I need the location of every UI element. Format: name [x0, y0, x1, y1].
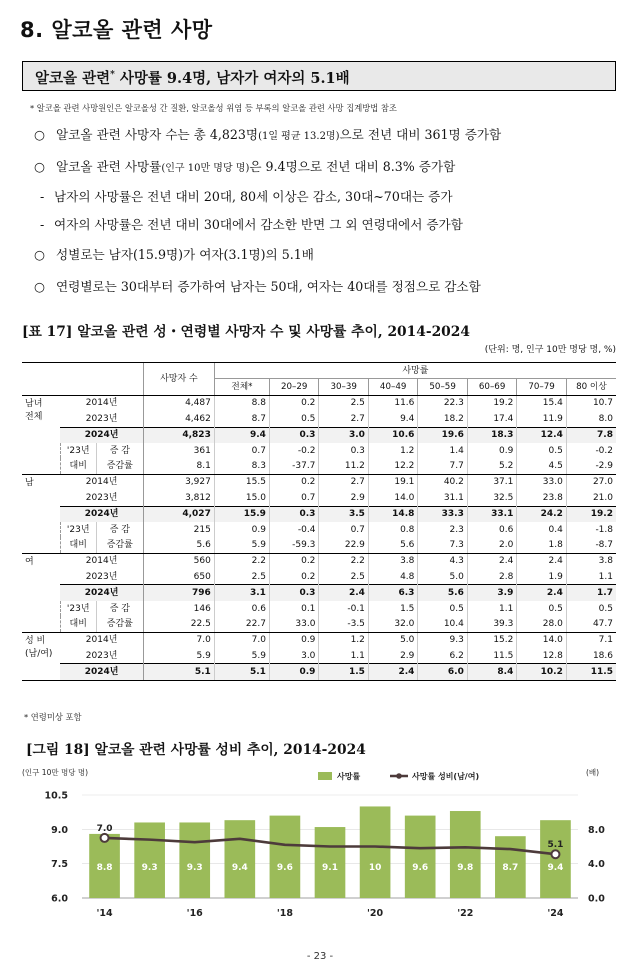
table-rate-cell: 0.8 — [368, 522, 417, 537]
table-footnote: * 연령미상 포함 — [24, 712, 82, 722]
bullet-text: 연령별로는 30대부터 증가하여 남자는 50대, 여자는 40대를 정점으로 감소함 — [56, 279, 481, 294]
x-tick-label: '16 — [186, 908, 203, 919]
table-deaths-cell: 3,812 — [143, 490, 214, 506]
table-row-sublabel: 대비 — [60, 616, 96, 632]
table-rate-cell: 8.3 — [214, 458, 269, 474]
table-rate-cell: 10.6 — [368, 427, 417, 443]
table-rate-cell: 5.0 — [418, 569, 467, 585]
bullet-marker: - — [40, 217, 45, 232]
table-rate-cell: 10.4 — [418, 616, 467, 632]
table-row-label: 2014년 — [85, 398, 118, 409]
table-rate-cell: 17.4 — [467, 411, 516, 427]
bar — [450, 811, 481, 898]
table-deaths-cell: 5.6 — [143, 537, 214, 553]
table-rate-cell: 5.2 — [467, 458, 516, 474]
legend-label: 사망률 — [337, 772, 361, 781]
table-rate-cell: 3.0 — [319, 427, 368, 443]
table-col-head: 80 이상 — [566, 379, 616, 395]
bullet-marker: ○ — [34, 159, 45, 174]
table-rate-cell: 5.1 — [214, 664, 269, 680]
table-rate-cell: 1.1 — [467, 601, 516, 616]
table-rate-cell: 1.1 — [319, 648, 368, 664]
bar-value-label: 9.4 — [231, 863, 248, 873]
headline-note: * 알코올 관련 사망원인은 알코올성 간 질환, 알코올성 위염 등 부록의 알코올 관련 사망 집계방법 참조 — [30, 103, 397, 113]
table-rate-cell: 0.9 — [467, 443, 516, 458]
table-rate-cell: 4.5 — [517, 458, 566, 474]
bar — [405, 816, 436, 898]
table-row — [22, 601, 616, 616]
table-rate-cell: 0.2 — [269, 553, 318, 569]
table-rate-cell: 0.3 — [269, 427, 318, 443]
bullet-marker: ○ — [34, 279, 45, 294]
table-rate-cell: 12.4 — [517, 427, 566, 443]
left-tick-label: 7.5 — [51, 859, 68, 871]
table-row-label: 2014년 — [85, 477, 118, 488]
table-rate-cell: 19.1 — [368, 474, 417, 490]
table-row-sublabel: 증감률 — [96, 537, 143, 553]
table-rate-cell: 47.7 — [566, 616, 616, 632]
table-row-sublabel: '23년 — [60, 443, 96, 458]
bullet-item — [34, 156, 455, 175]
table-corner — [22, 363, 143, 396]
table-col-head: 30–39 — [319, 379, 368, 395]
right-axis-unit: (배) — [586, 768, 600, 777]
table-rate-cell: 2.8 — [467, 569, 516, 585]
table-rate-cell: 0.3 — [269, 506, 318, 522]
table-rate-cell: 19.6 — [418, 427, 467, 443]
table-rate-cell: -1.8 — [566, 522, 616, 537]
table-rate-cell: 15.4 — [517, 395, 566, 411]
table-rate-cell: 6.0 — [418, 664, 467, 680]
table-group-label: 여 — [22, 553, 60, 632]
bullet-text-small: (인구 10만 명당 명) — [161, 163, 250, 174]
table-row-label: 2023년 — [85, 413, 118, 424]
table-group-label: 성 비 (남/여) — [22, 632, 60, 680]
table-row-sublabel: 증 감 — [96, 601, 143, 616]
bar-value-label: 9.8 — [457, 863, 474, 873]
table-rate-cell: 0.5 — [269, 411, 318, 427]
table-rate-cell: 1.2 — [368, 443, 417, 458]
table-row-label: 2024년 — [60, 506, 143, 522]
table-col-head: 70–79 — [517, 379, 566, 395]
table-rate-cell: 18.2 — [418, 411, 467, 427]
table-rate-cell: 40.2 — [418, 474, 467, 490]
x-tick-label: '20 — [367, 908, 384, 919]
table-rate-cell: 0.4 — [517, 522, 566, 537]
table-rate-cell: -0.4 — [269, 522, 318, 537]
table-rate-cell: 4.3 — [418, 553, 467, 569]
legend-label: 사망률 성비(남/여) — [412, 772, 480, 781]
bullet-marker: ○ — [34, 247, 45, 262]
table-rate-cell: 2.9 — [319, 490, 368, 506]
table-rate-cell: 3.0 — [269, 648, 318, 664]
bullet-text: 성별로는 남자(15.9명)가 여자(3.1명)의 5.1배 — [56, 247, 314, 262]
table-rate-cell: 0.5 — [517, 601, 566, 616]
table-rate-cell: 22.7 — [214, 616, 269, 632]
figure-title: [그림 18] 알코올 관련 사망률 성비 추이, 2014-2024 — [26, 742, 366, 758]
table-deaths-cell: 361 — [143, 443, 214, 458]
table-deaths-cell: 146 — [143, 601, 214, 616]
table-row-sublabel: '23년 — [60, 522, 96, 537]
bar — [134, 822, 165, 898]
table-rate-cell: 3.1 — [214, 585, 269, 601]
table-row — [22, 632, 616, 648]
table-rate-cell: 2.7 — [319, 411, 368, 427]
bar-value-label: 9.6 — [412, 863, 429, 873]
bullet-text-end: 으로 전년 대비 361명 증가함 — [339, 127, 502, 142]
table-row-sublabel: '23년 — [60, 601, 96, 616]
table-row — [22, 553, 616, 569]
table-rate-cell: 5.6 — [368, 537, 417, 553]
table-rate-cell: 0.2 — [269, 569, 318, 585]
table-rate-cell: 3.9 — [467, 585, 516, 601]
table-rate-cell: 19.2 — [566, 506, 616, 522]
bullet-item — [34, 244, 314, 263]
table-rate-cell: 0.7 — [269, 490, 318, 506]
right-tick-label: 4.0 — [588, 859, 605, 871]
table-group-label: 남녀 전체 — [22, 395, 60, 474]
table-rate-cell: 14.8 — [368, 506, 417, 522]
x-tick-label: '14 — [96, 908, 113, 919]
table-row-label: 2014년 — [85, 556, 118, 567]
table-rate-cell: 24.2 — [517, 506, 566, 522]
bar — [224, 820, 255, 898]
table-rate-cell: 23.8 — [517, 490, 566, 506]
section-title: 8. 알코올 관련 사망 — [20, 18, 213, 42]
table-rate-cell: 5.9 — [214, 537, 269, 553]
table-deaths-cell: 7.0 — [143, 632, 214, 648]
table-rate-cell: 2.4 — [517, 585, 566, 601]
table-row — [22, 506, 616, 522]
table-row-label: 2023년 — [85, 492, 118, 503]
table-rate-cell: 0.7 — [214, 443, 269, 458]
table-rate-cell: 2.7 — [319, 474, 368, 490]
table-rate-cell: 9.4 — [368, 411, 417, 427]
ratio-value-label: 7.0 — [96, 823, 113, 834]
table-rate-cell: 0.5 — [517, 443, 566, 458]
table-col-head: 60–69 — [467, 379, 516, 395]
table-rate-cell: 0.2 — [269, 395, 318, 411]
table-row-sublabel: 대비 — [60, 458, 96, 474]
table-rate-cell: 7.3 — [418, 537, 467, 553]
table-deaths-cell: 4,487 — [143, 395, 214, 411]
data-table — [22, 362, 616, 681]
table-deaths-cell: 8.1 — [143, 458, 214, 474]
table-col-head: 50–59 — [418, 379, 467, 395]
table-row-label: 2024년 — [60, 664, 143, 680]
bullet-text-end: 은 9.4명으로 전년 대비 8.3% 증가함 — [249, 159, 456, 174]
table-rate-cell: 0.1 — [269, 601, 318, 616]
table-rate-cell: 8.4 — [467, 664, 516, 680]
table-rate-cell: -59.3 — [269, 537, 318, 553]
table-rate-cell: 0.9 — [269, 664, 318, 680]
bar-value-label: 8.7 — [502, 863, 519, 873]
table-rate-cell: 2.4 — [517, 553, 566, 569]
table-col-head: 20–29 — [269, 379, 318, 395]
table-rate-cell: 7.0 — [214, 632, 269, 648]
left-axis-unit: (인구 10만 명당 명) — [22, 768, 89, 777]
table-row — [22, 427, 616, 443]
table-row — [22, 395, 616, 411]
table-rate-cell: 5.6 — [418, 585, 467, 601]
table-deaths-cell: 4,027 — [143, 506, 214, 522]
table-rate-cell: 11.2 — [319, 458, 368, 474]
legend-swatch-marker — [396, 773, 402, 779]
table-rate-cell: 8.7 — [214, 411, 269, 427]
table-rate-cell: 8.0 — [566, 411, 616, 427]
table-rate-cell: 2.0 — [467, 537, 516, 553]
table-rate-cell: 2.9 — [368, 648, 417, 664]
table-deaths-cell: 796 — [143, 585, 214, 601]
table-rate-cell: 11.6 — [368, 395, 417, 411]
table-rate-cell: 1.2 — [319, 632, 368, 648]
table-rate-cell: -3.5 — [319, 616, 368, 632]
table-rate-cell: 11.9 — [517, 411, 566, 427]
page-number: - 23 - — [306, 951, 334, 962]
table-rate-cell: 3.8 — [368, 553, 417, 569]
table-rate-cell: 7.8 — [566, 427, 616, 443]
ratio-point — [551, 850, 559, 858]
right-tick-label: 0.0 — [588, 893, 605, 905]
bar-value-label: 9.1 — [322, 863, 338, 873]
table-rate-cell: 6.3 — [368, 585, 417, 601]
table-col-head: 40–49 — [368, 379, 417, 395]
table-rate-cell: -0.2 — [269, 443, 318, 458]
table-rate-cell: 1.9 — [517, 569, 566, 585]
table-rate-cell: 0.9 — [214, 522, 269, 537]
table-rate-cell: 2.4 — [467, 553, 516, 569]
table-rate-cell: 31.1 — [418, 490, 467, 506]
left-tick-label: 6.0 — [51, 893, 68, 905]
bullet-item — [34, 124, 501, 143]
bullet-text: 알코올 관련 사망률 — [56, 159, 162, 174]
table-row-label: 2023년 — [85, 650, 118, 661]
table-rate-cell: 33.0 — [517, 474, 566, 490]
table-rate-cell: 15.2 — [467, 632, 516, 648]
table-row — [22, 522, 616, 537]
table-row — [22, 569, 616, 585]
table-unit: (단위: 명, 인구 10만 명당 명, %) — [484, 345, 616, 355]
table-deaths-cell: 3,927 — [143, 474, 214, 490]
table-rate-cell: 1.4 — [418, 443, 467, 458]
table-row — [22, 537, 616, 553]
table-rate-cell: 9.3 — [418, 632, 467, 648]
table-rate-cell: 12.2 — [368, 458, 417, 474]
table-head-deaths: 사망자 수 — [143, 363, 214, 396]
table-row-label: 2024년 — [60, 585, 143, 601]
table-rate-cell: 1.1 — [566, 569, 616, 585]
table-rate-cell: 18.3 — [467, 427, 516, 443]
table-deaths-cell: 650 — [143, 569, 214, 585]
table-rate-cell: 1.7 — [566, 585, 616, 601]
table-rate-cell: 2.5 — [214, 569, 269, 585]
table-row-sublabel: 대비 — [60, 537, 96, 553]
table-rate-cell: -37.7 — [269, 458, 318, 474]
table-rate-cell: 0.6 — [214, 601, 269, 616]
table-row-sublabel: 증감률 — [96, 616, 143, 632]
bar-value-label: 9.6 — [276, 863, 293, 873]
table-rate-cell: 7.7 — [418, 458, 467, 474]
table-rate-cell: 1.5 — [319, 664, 368, 680]
table-deaths-cell: 4,462 — [143, 411, 214, 427]
table-rate-cell: 2.2 — [319, 553, 368, 569]
table-row-label: 2023년 — [85, 571, 118, 582]
table-rate-cell: 15.9 — [214, 506, 269, 522]
table-rate-cell: 32.5 — [467, 490, 516, 506]
table-rate-cell: 0.2 — [269, 474, 318, 490]
table-rate-cell: 0.5 — [418, 601, 467, 616]
table-row — [22, 648, 616, 664]
bullet-text: 알코올 관련 사망자 수는 총 4,823명 — [56, 127, 259, 142]
legend-swatch-bar — [318, 772, 332, 780]
table-rate-cell: 33.3 — [418, 506, 467, 522]
table-deaths-cell: 5.1 — [143, 664, 214, 680]
table-row — [22, 458, 616, 474]
left-tick-label: 10.5 — [44, 790, 68, 802]
ratio-point — [101, 834, 109, 842]
table-rate-cell: 9.4 — [214, 427, 269, 443]
table-rate-cell: 19.2 — [467, 395, 516, 411]
bar-value-label: 10 — [368, 863, 382, 873]
table-rate-cell: 2.4 — [368, 664, 417, 680]
table-rate-cell: 3.8 — [566, 553, 616, 569]
table-rate-cell: 0.6 — [467, 522, 516, 537]
table-row — [22, 443, 616, 458]
table-rate-cell: 2.5 — [319, 395, 368, 411]
table-rate-cell: 0.9 — [269, 632, 318, 648]
table-rate-cell: 4.8 — [368, 569, 417, 585]
table-row-sublabel: 증 감 — [96, 443, 143, 458]
sex-ratio-chart — [20, 765, 620, 930]
table-row — [22, 664, 616, 680]
headline: 알코올 관련* 사망률 9.4명, 남자가 여자의 5.1배 — [35, 70, 350, 87]
table-rate-cell: -8.7 — [566, 537, 616, 553]
left-tick-label: 9.0 — [51, 824, 68, 836]
table-deaths-cell: 215 — [143, 522, 214, 537]
table-deaths-cell: 4,823 — [143, 427, 214, 443]
table-rate-cell: 10.7 — [566, 395, 616, 411]
table-rate-cell: 8.8 — [214, 395, 269, 411]
table-group-label: 남 — [22, 474, 60, 553]
table-rate-cell: 0.7 — [319, 522, 368, 537]
bar — [360, 806, 391, 898]
table-rate-cell: 39.3 — [467, 616, 516, 632]
x-tick-label: '18 — [276, 908, 293, 919]
table-rate-cell: 0.3 — [269, 585, 318, 601]
bullet-item — [40, 186, 453, 205]
table-rate-cell: 12.8 — [517, 648, 566, 664]
table-rate-cell: 1.8 — [517, 537, 566, 553]
bullet-item — [34, 276, 481, 295]
table-rate-cell: 21.0 — [566, 490, 616, 506]
table-rate-cell: 37.1 — [467, 474, 516, 490]
table-header-row — [22, 363, 616, 379]
headline-box — [22, 61, 616, 91]
table-rate-cell: 7.1 — [566, 632, 616, 648]
table-rate-cell: 27.0 — [566, 474, 616, 490]
bar — [179, 822, 210, 898]
bullet-marker: - — [40, 189, 45, 204]
table-rate-cell: 14.0 — [517, 632, 566, 648]
bar-value-label: 9.3 — [186, 863, 203, 873]
table-rate-cell: 1.5 — [368, 601, 417, 616]
table-rate-cell: 6.2 — [418, 648, 467, 664]
table-rate-cell: 11.5 — [566, 664, 616, 680]
table-rate-cell: -0.2 — [566, 443, 616, 458]
bullet-item — [40, 214, 463, 233]
table-rate-cell: 28.0 — [517, 616, 566, 632]
table-deaths-cell: 22.5 — [143, 616, 214, 632]
bullet-text: 남자의 사망률은 전년 대비 20대, 80세 이상은 감소, 30대~70대는 증가 — [54, 189, 453, 204]
table-rate-cell: 5.0 — [368, 632, 417, 648]
bar-value-label: 9.4 — [547, 863, 564, 873]
table-row-label: 2024년 — [60, 427, 143, 443]
table-row — [22, 585, 616, 601]
table-row — [22, 411, 616, 427]
table-row — [22, 490, 616, 506]
table-rate-cell: 32.0 — [368, 616, 417, 632]
table-rate-cell: 22.3 — [418, 395, 467, 411]
table-rate-cell: 0.3 — [319, 443, 368, 458]
bar-value-label: 8.8 — [96, 863, 113, 873]
x-tick-label: '22 — [457, 908, 474, 919]
x-tick-label: '24 — [547, 908, 564, 919]
table-col-head: 전체* — [214, 379, 269, 395]
table-rate-cell: 15.5 — [214, 474, 269, 490]
table-rate-cell: 14.0 — [368, 490, 417, 506]
table-rate-cell: 3.5 — [319, 506, 368, 522]
bullet-text: 여자의 사망률은 전년 대비 30대에서 감소한 반면 그 외 연령대에서 증가함 — [54, 217, 463, 232]
table-rate-cell: 10.2 — [517, 664, 566, 680]
table-title: [표 17] 알코올 관련 성・연령별 사망자 수 및 사망률 추이, 2014-2024 — [22, 324, 470, 340]
table-row-sublabel: 증감률 — [96, 458, 143, 474]
table-head-rate: 사망률 — [214, 363, 616, 379]
table-rate-cell: 2.4 — [319, 585, 368, 601]
table-rate-cell: -0.1 — [319, 601, 368, 616]
table-deaths-cell: 5.9 — [143, 648, 214, 664]
table-rate-cell: 22.9 — [319, 537, 368, 553]
table-rate-cell: 33.1 — [467, 506, 516, 522]
table-rate-cell: 33.0 — [269, 616, 318, 632]
table-rate-cell: -2.9 — [566, 458, 616, 474]
ratio-value-label: 5.1 — [547, 840, 564, 851]
right-tick-label: 8.0 — [588, 824, 605, 836]
table-row — [22, 474, 616, 490]
table-row — [22, 616, 616, 632]
table-rate-cell: 18.6 — [566, 648, 616, 664]
table-rate-cell: 2.5 — [319, 569, 368, 585]
bullet-marker: ○ — [34, 127, 45, 142]
table-row-sublabel: 증 감 — [96, 522, 143, 537]
table-rate-cell: 2.2 — [214, 553, 269, 569]
table-row-label: 2014년 — [85, 635, 118, 646]
bar — [270, 816, 301, 898]
table-rate-cell: 2.3 — [418, 522, 467, 537]
table-rate-cell: 15.0 — [214, 490, 269, 506]
table-rate-cell: 11.5 — [467, 648, 516, 664]
table-deaths-cell: 560 — [143, 553, 214, 569]
bullet-text-small: (1일 평균 13.2명) — [258, 131, 340, 142]
table-rate-cell: 5.9 — [214, 648, 269, 664]
bar-value-label: 9.3 — [141, 863, 158, 873]
table-rate-cell: 0.5 — [566, 601, 616, 616]
